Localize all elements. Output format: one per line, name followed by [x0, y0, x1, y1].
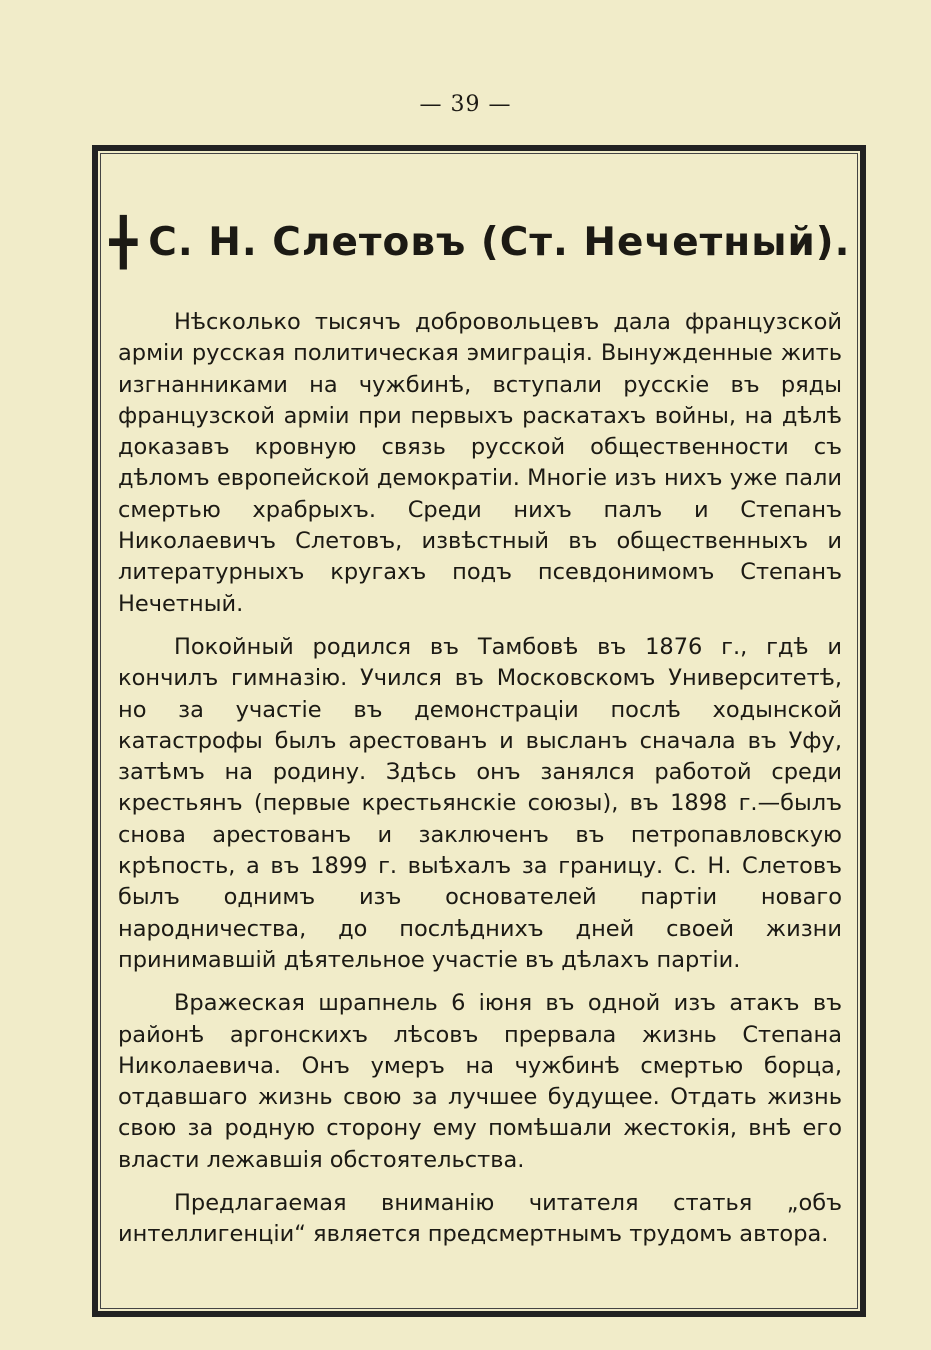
paragraph-3: Вражеская шрапнель 6 іюня въ одной изъ атакъ въ районѣ аргонскихъ лѣсовъ прервала жизнь Степана Николаевича. Онъ умеръ на чужбинѣ смертью борца, отдавшаго жизнь свою за лучшее будущее. Отдать жизнь свою за родную сторону ему помѣшали жестокія, внѣ его власти лежавшія обстоятельства. [118, 990, 842, 1173]
article-body [118, 307, 842, 1263]
cross-icon: ╋ [109, 215, 139, 269]
page-number: — 39 — [419, 92, 512, 117]
paragraph-2: Покойный родился въ Тамбовѣ въ 1876 г., гдѣ и кончилъ гимназію. Учился въ Московскомъ Университетѣ, но за участіе въ демонстраціи послѣ ходынской катастрофы былъ арестованъ и высланъ сначала въ Уфу, затѣмъ на родину. Здѣсь онъ занялся работой среди крестьянъ (первые крестьянскіе союзы), въ 1898 г.—былъ снова арестованъ и заключенъ въ петропавловскую крѣпость, а въ 1899 г. выѣхалъ за границу. С. Н. Слетовъ былъ однимъ изъ основателей партіи новаго народничества, до послѣднихъ дней своей жизни принимавшій дѣятельное участіе въ дѣлахъ партіи. [118, 633, 842, 973]
article-title [100, 215, 860, 269]
paragraph-4: Предлагаемая вниманію читателя статья „объ интеллигенціи“ является предсмертнымъ трудомъ автора. [118, 1190, 842, 1248]
paragraph-1: Нѣсколько тысячъ добровольцевъ дала французской арміи русская политическая эмиграція. Вынужденные жить изгнанниками на чужбинѣ, вступали русскіе въ ряды французской арміи при первыхъ раскатахъ войны, на дѣлѣ доказавъ кровную связь русской общественности съ дѣломъ европейской демократіи. Многіе изъ нихъ уже пали смертью храбрыхъ. Среди нихъ палъ и Степанъ Николаевичъ Слетовъ, извѣстный въ общественныхъ и литературныхъ кругахъ подъ псевдонимомъ Степанъ Нечетный. [118, 309, 842, 617]
article-title-text: С. Н. Слетовъ (Ст. Нечетный). [148, 220, 851, 265]
